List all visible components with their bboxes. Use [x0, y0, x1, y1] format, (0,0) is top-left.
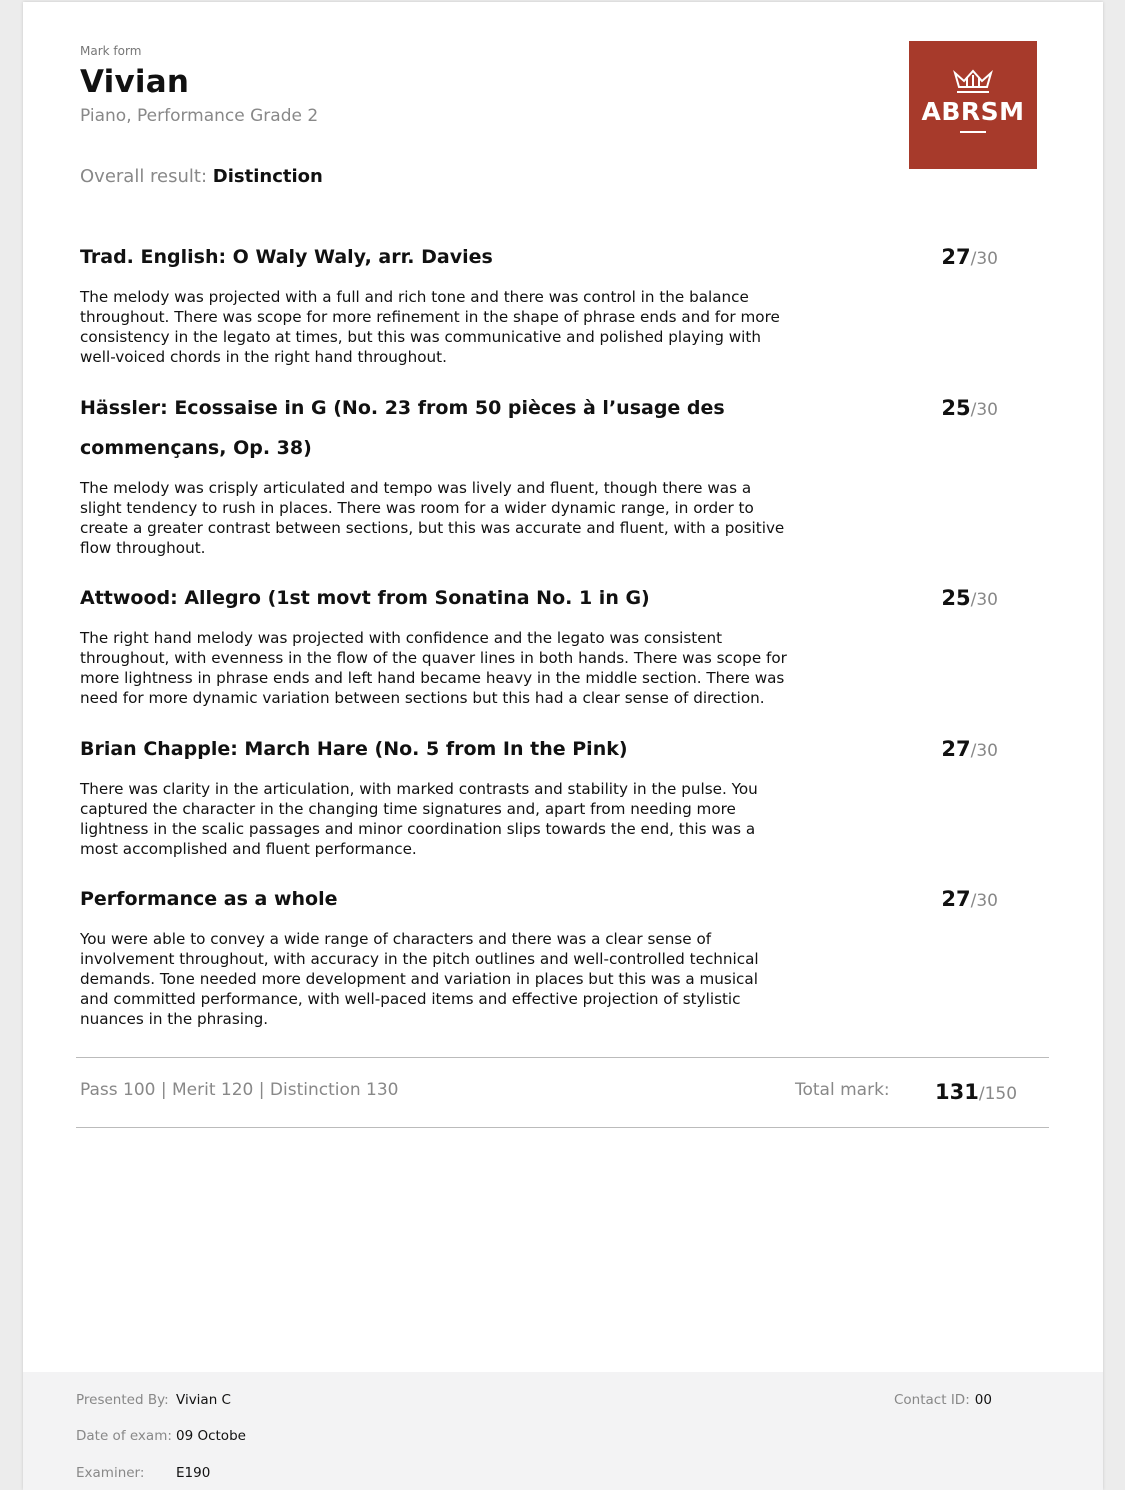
- candidate-name: Vivian: [80, 64, 190, 100]
- contact-id-value: 00: [974, 1392, 992, 1408]
- contact-id-label: Contact ID:: [894, 1392, 970, 1408]
- piece-mark-max: /30: [970, 400, 998, 420]
- piece-title: Performance as a whole: [80, 888, 338, 910]
- piece-section: [80, 879, 1025, 1029]
- examiner-value: E190: [176, 1465, 211, 1481]
- piece-section: [80, 578, 1025, 708]
- piece-mark-max: /30: [970, 249, 998, 269]
- piece-mark-value: 25: [941, 586, 971, 610]
- date-of-exam-value: 09 Octobe: [176, 1428, 246, 1444]
- date-of-exam: [76, 1428, 246, 1444]
- grade-thresholds: Pass 100 | Merit 120 | Distinction 130: [80, 1080, 399, 1100]
- presented-by-value: Vivian C: [176, 1392, 231, 1408]
- piece-title: Attwood: Allegro (1st movt from Sonatina No. 1 in G): [80, 587, 650, 609]
- presented-by-label: Presented By:: [76, 1392, 169, 1408]
- piece-mark: [941, 879, 998, 921]
- piece-comment: The melody was projected with a full and rich tone and there was control in the balance throughout. There was scope for more refinement in the shape of phrase ends and for more consistency in the legato at times, but this was communicative and polished playing with well-voiced chords in the right hand throughout.: [80, 288, 780, 366]
- mark-form-label: Mark form: [80, 44, 142, 58]
- overall-result-label: Overall result:: [80, 166, 208, 187]
- piece-title: Hässler: Ecossaise in G (No. 23 from 50 pièces à l’usage des commençans, Op. 38): [80, 397, 725, 459]
- crown-icon: [951, 67, 995, 95]
- divider: [76, 1057, 1049, 1058]
- piece-title: Trad. English: O Waly Waly, arr. Davies: [80, 246, 493, 268]
- total-mark: [935, 1080, 1017, 1104]
- presented-by: [76, 1392, 231, 1408]
- footer: [23, 1372, 1103, 1490]
- mark-form-page: [23, 2, 1103, 1490]
- subject-grade: Piano, Performance Grade 2: [80, 106, 319, 126]
- piece-section: [80, 237, 1025, 367]
- logo-underline: [960, 131, 986, 133]
- total-mark-max: /150: [978, 1084, 1018, 1104]
- piece-mark-max: /30: [970, 590, 998, 610]
- piece-mark-value: 25: [941, 396, 971, 420]
- logo-text: ABRSM: [921, 97, 1025, 126]
- piece-mark-value: 27: [941, 737, 971, 761]
- piece-section: [80, 729, 1025, 859]
- abrsm-logo: [909, 41, 1037, 169]
- examiner: [76, 1465, 210, 1481]
- piece-mark-max: /30: [970, 891, 998, 911]
- piece-comment: You were able to convey a wide range of characters and there was a clear sense of involvement throughout, with accuracy in the pitch outlines and well-controlled technical demands. Tone needed more development and variation in places but this was a musical and committed performance, with well-paced items and effective projection of stylistic nuances in the phrasing.: [80, 930, 759, 1028]
- header: [80, 44, 318, 126]
- divider: [76, 1127, 1049, 1128]
- piece-title: Brian Chapple: March Hare (No. 5 from In the Pink): [80, 738, 628, 760]
- piece-comment: The right hand melody was projected with confidence and the legato was consistent throughout, with evenness in the flow of the quaver lines in both hands. There was scope for more lightness in phrase ends and left hand became heavy in the middle section. There was need for more dynamic variation between sections but this had a clear sense of direction.: [80, 629, 787, 707]
- piece-mark: [941, 578, 998, 620]
- piece-comment: There was clarity in the articulation, with marked contrasts and stability in the pulse. You captured the character in the changing time signatures and, apart from needing more lightness in the scalic passages and minor coordination slips towards the end, this was a most accomplished and fluent performance.: [80, 780, 758, 858]
- contact-id: [894, 1392, 992, 1408]
- piece-comment: The melody was crisply articulated and tempo was lively and fluent, though there was a slight tendency to rush in places. There was room for a wider dynamic range, in order to create a greater contrast between sections, but this was accurate and fluent, with a positive flow throughout.: [80, 479, 785, 557]
- examiner-label: Examiner:: [76, 1465, 145, 1481]
- date-of-exam-label: Date of exam:: [76, 1428, 172, 1444]
- piece-mark: [941, 237, 998, 279]
- piece-section: [80, 388, 1025, 558]
- piece-mark-max: /30: [970, 741, 998, 761]
- piece-mark: [941, 388, 998, 430]
- piece-mark-value: 27: [941, 245, 971, 269]
- overall-result: [80, 166, 323, 187]
- total-mark-value: 131: [935, 1080, 979, 1104]
- piece-mark-value: 27: [941, 887, 971, 911]
- total-mark-label: Total mark:: [795, 1080, 890, 1100]
- piece-mark: [941, 729, 998, 771]
- overall-result-value: Distinction: [212, 166, 323, 187]
